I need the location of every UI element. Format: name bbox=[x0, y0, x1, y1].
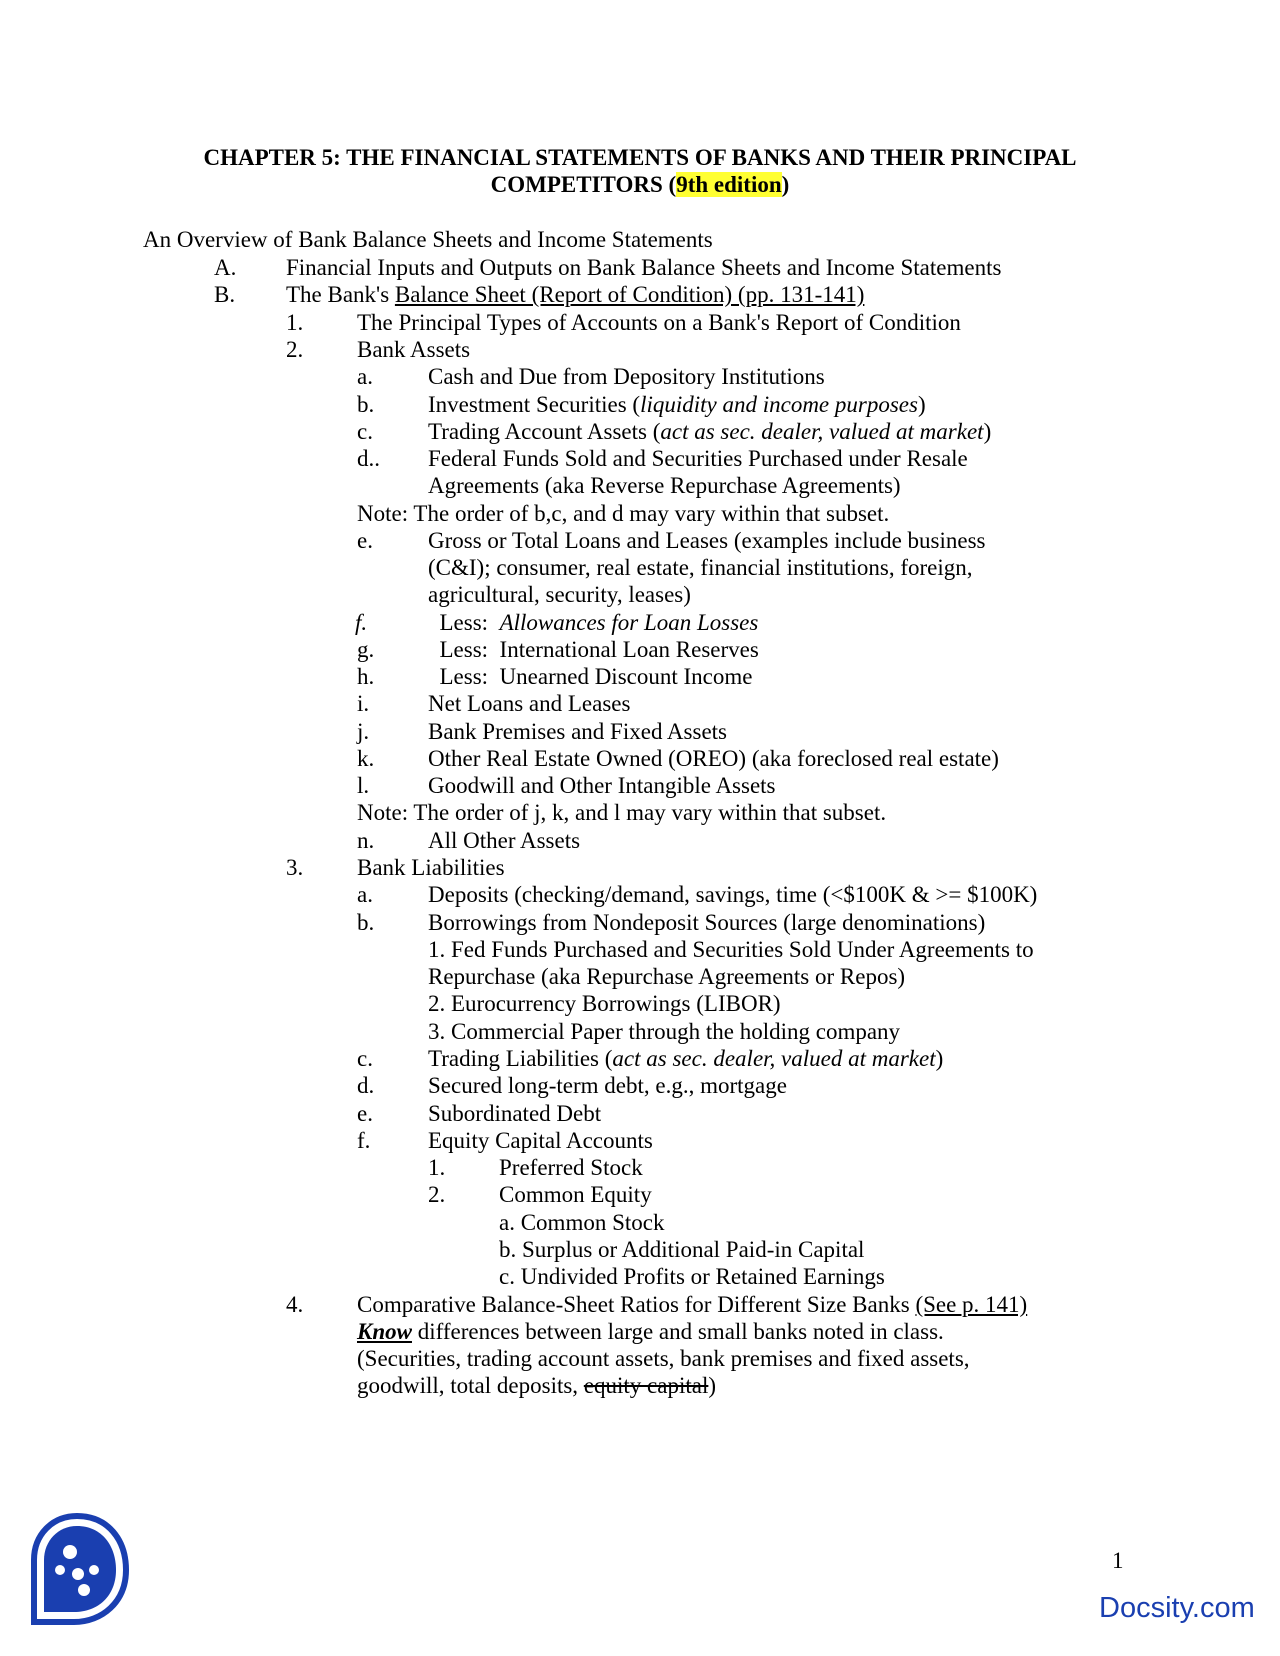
liability-item-c-text: Trading Liabilities ( bbox=[428, 1046, 613, 1071]
liability-item-e: Subordinated Debt bbox=[428, 1101, 602, 1126]
balance-sheet-reference: Balance Sheet (Report of Condition) (pp. 131-141) bbox=[394, 282, 865, 307]
know-emphasis: Know bbox=[357, 1319, 412, 1344]
asset-marker-a: a. bbox=[357, 364, 373, 389]
struck-equity-capital: equity capital bbox=[583, 1373, 709, 1398]
common-equity-sub-a: a. Common Stock bbox=[499, 1210, 665, 1235]
asset-marker-g: g. bbox=[357, 637, 375, 662]
asset-marker-j: j. bbox=[357, 719, 370, 744]
outline-marker-B4: 4. bbox=[286, 1292, 304, 1317]
outline-marker-A: A. bbox=[214, 255, 237, 280]
liability-sub-1-line2: Repurchase (aka Repurchase Agreements or Repos) bbox=[428, 964, 906, 989]
asset-item-b-note: liquidity and income purposes bbox=[640, 392, 918, 417]
outline-item-B1: The Principal Types of Accounts on a Bank's Report of Condition bbox=[357, 310, 961, 335]
asset-item-n: All Other Assets bbox=[428, 828, 581, 853]
liability-marker-d: d. bbox=[357, 1073, 375, 1098]
outline-marker-B2: 2. bbox=[286, 337, 304, 362]
asset-marker-c: c. bbox=[357, 419, 373, 444]
outline-marker-B1: 1. bbox=[286, 310, 304, 335]
asset-item-d-line2: Agreements (aka Reverse Repurchase Agreements) bbox=[428, 473, 901, 498]
title-line2-post: ) bbox=[781, 172, 790, 197]
asset-item-d-line1: Federal Funds Sold and Securities Purchased under Resale bbox=[428, 446, 968, 471]
liability-item-b: Borrowings from Nondeposit Sources (large denominations) bbox=[428, 910, 986, 935]
common-equity-sub-b: b. Surplus or Additional Paid-in Capital bbox=[499, 1237, 865, 1262]
edition-highlight: 9th edition bbox=[676, 172, 782, 197]
overview-heading: An Overview of Bank Balance Sheets and Income Statements bbox=[143, 227, 713, 252]
differences-list-line1: (Securities, trading account assets, bank premises and fixed assets, bbox=[357, 1346, 970, 1371]
asset-item-f bbox=[428, 609, 758, 637]
know-line bbox=[357, 1318, 944, 1346]
outline-item-B4 bbox=[357, 1291, 1027, 1319]
outline-item-A: Financial Inputs and Outputs on Bank Balance Sheets and Income Statements bbox=[286, 255, 1002, 280]
outline-marker-B: B. bbox=[214, 282, 236, 307]
liability-marker-a: a. bbox=[357, 882, 373, 907]
asset-marker-i: i. bbox=[357, 691, 370, 716]
asset-item-b-close: ) bbox=[917, 392, 926, 417]
equity-marker-2: 2. bbox=[428, 1182, 446, 1207]
asset-item-e-line3: agricultural, security, leases) bbox=[428, 582, 691, 607]
page-reference-141: (See p. 141) bbox=[915, 1292, 1028, 1317]
asset-item-c bbox=[428, 418, 991, 446]
liability-item-a: Deposits (checking/demand, savings, time (<$100K & >= $100K) bbox=[428, 882, 1038, 907]
liability-item-d: Secured long-term debt, e.g., mortgage bbox=[428, 1073, 787, 1098]
asset-item-c-note: act as sec. dealer, valued at market bbox=[660, 419, 984, 444]
asset-item-c-close: ) bbox=[983, 419, 992, 444]
asset-item-c-text: Trading Account Assets ( bbox=[428, 419, 661, 444]
differences-list-line2 bbox=[357, 1372, 716, 1400]
differences-list-close: ) bbox=[708, 1373, 717, 1398]
asset-item-f-note: Allowances for Loan Losses bbox=[499, 610, 759, 635]
liability-item-f: Equity Capital Accounts bbox=[428, 1128, 653, 1153]
asset-item-b-text: Investment Securities ( bbox=[428, 392, 641, 417]
asset-item-j: Bank Premises and Fixed Assets bbox=[428, 719, 727, 744]
liability-marker-b: b. bbox=[357, 910, 375, 935]
liability-sub-1-line1: 1. Fed Funds Purchased and Securities Sold Under Agreements to bbox=[428, 937, 1034, 962]
asset-note-1: Note: The order of b,c, and d may vary within that subset. bbox=[357, 501, 890, 526]
title-line2-pre: COMPETITORS ( bbox=[490, 172, 677, 197]
equity-marker-1: 1. bbox=[428, 1155, 446, 1180]
outline-item-B-text: The Bank's bbox=[286, 282, 395, 307]
outline-item-B2: Bank Assets bbox=[357, 337, 471, 362]
asset-item-i: Net Loans and Leases bbox=[428, 691, 631, 716]
liability-marker-f: f. bbox=[357, 1128, 371, 1153]
asset-item-e-line1: Gross or Total Loans and Leases (examples include business bbox=[428, 528, 986, 553]
liability-item-c-close: ) bbox=[935, 1046, 944, 1071]
asset-item-f-text: Less: bbox=[428, 610, 500, 635]
outline-item-B3: Bank Liabilities bbox=[357, 855, 505, 880]
asset-marker-e: e. bbox=[357, 528, 373, 553]
asset-item-a: Cash and Due from Depository Institutions bbox=[428, 364, 825, 389]
liability-sub-3: 3. Commercial Paper through the holding company bbox=[428, 1019, 901, 1044]
asset-item-b bbox=[428, 391, 926, 419]
asset-item-k: Other Real Estate Owned (OREO) (aka foreclosed real estate) bbox=[428, 746, 999, 771]
equity-item-preferred: Preferred Stock bbox=[499, 1155, 643, 1180]
common-equity-sub-c: c. Undivided Profits or Retained Earnings bbox=[499, 1264, 885, 1289]
page-number: 1 bbox=[1112, 1548, 1124, 1573]
know-line-text: differences between large and small banks noted in class. bbox=[411, 1319, 944, 1344]
liability-item-c bbox=[428, 1045, 943, 1073]
differences-list-line2-text: goodwill, total deposits, bbox=[357, 1373, 584, 1398]
asset-item-e-line2: (C&I); consumer, real estate, financial institutions, foreign, bbox=[428, 555, 973, 580]
chapter-title-line1: CHAPTER 5: THE FINANCIAL STATEMENTS OF BANKS AND THEIR PRINCIPAL bbox=[203, 145, 1077, 170]
asset-marker-f: f. bbox=[355, 610, 368, 635]
asset-marker-h: h. bbox=[357, 664, 375, 689]
outline-item-B4-text: Comparative Balance-Sheet Ratios for Different Size Banks bbox=[357, 1292, 916, 1317]
liability-sub-2: 2. Eurocurrency Borrowings (LIBOR) bbox=[428, 991, 781, 1016]
asset-marker-n: n. bbox=[357, 828, 375, 853]
asset-marker-d: d.. bbox=[357, 446, 380, 471]
asset-item-h: Less: Unearned Discount Income bbox=[428, 664, 753, 689]
outline-item-B bbox=[286, 281, 864, 309]
equity-item-common: Common Equity bbox=[499, 1182, 652, 1207]
outline-marker-B3: 3. bbox=[286, 855, 304, 880]
asset-item-g: Less: International Loan Reserves bbox=[428, 637, 759, 662]
docsity-brand-link[interactable]: Docsity.com bbox=[1099, 1592, 1255, 1624]
liability-marker-e: e. bbox=[357, 1101, 373, 1126]
liability-marker-c: c. bbox=[357, 1046, 373, 1071]
asset-note-2: Note: The order of j, k, and l may vary within that subset. bbox=[357, 800, 887, 825]
asset-marker-l: l. bbox=[357, 773, 370, 798]
asset-item-l: Goodwill and Other Intangible Assets bbox=[428, 773, 776, 798]
asset-marker-k: k. bbox=[357, 746, 375, 771]
docsity-logo-icon bbox=[22, 1510, 132, 1626]
chapter-title-line2 bbox=[120, 171, 1160, 199]
liability-item-c-note: act as sec. dealer, valued at market bbox=[612, 1046, 936, 1071]
asset-marker-b: b. bbox=[357, 392, 375, 417]
